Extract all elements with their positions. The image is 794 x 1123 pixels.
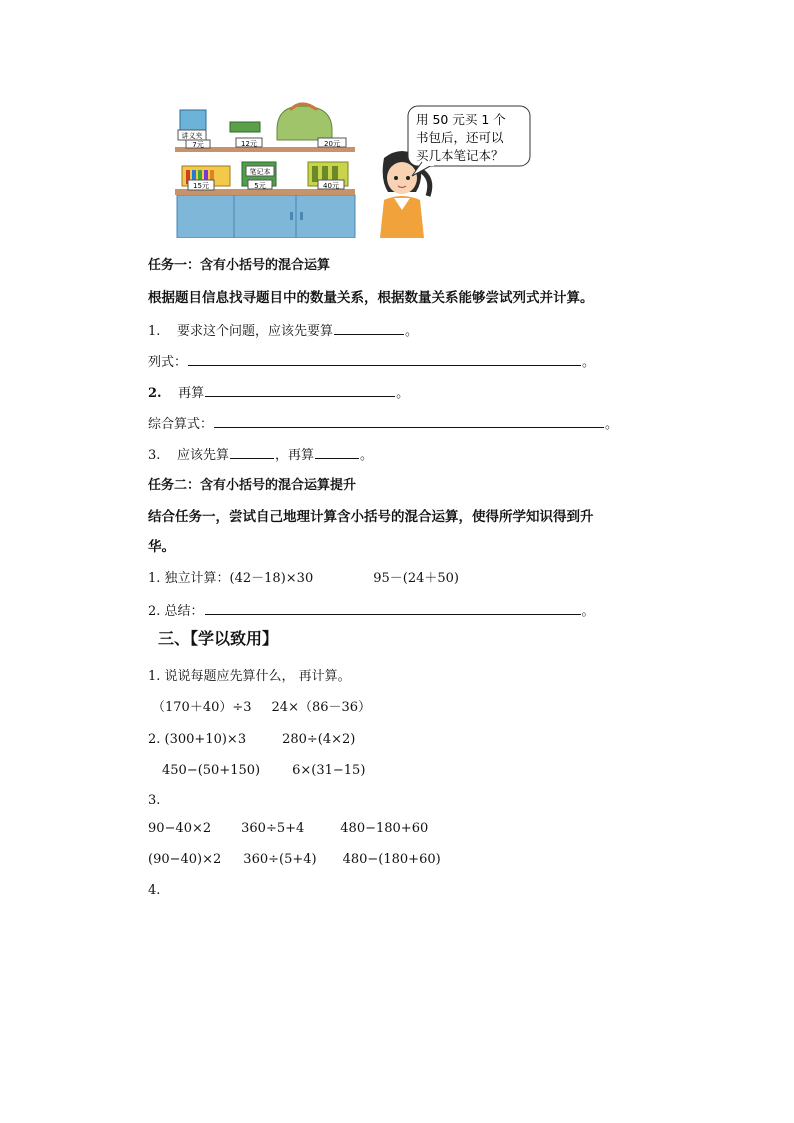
speech-line-3: 买几本笔记本？ (416, 148, 504, 163)
task2-summary (148, 601, 595, 621)
task1-q3 (148, 445, 373, 465)
task2-calc (148, 570, 459, 588)
period: 。 (605, 417, 619, 432)
tag-jiangyijia: 讲义夹 (181, 132, 203, 140)
q3-expr-1: 90−40×2 (148, 821, 212, 836)
q1-text: 要求这个问题，应该先要算 (176, 324, 333, 339)
task1-title: 任务一：含有小括号的混合运算 (148, 258, 331, 273)
q3-expr-6: 480−(180+60) (342, 852, 441, 867)
section3-title: 三、【学以致用】 (158, 629, 279, 648)
task2-title: 任务二：含有小括号的混合运算提升 (148, 478, 357, 493)
q1-number: 1. (148, 324, 161, 339)
zonghe-answer-blank[interactable] (214, 414, 604, 428)
section3-q4-number: 4. (148, 883, 161, 898)
tag-price-15: 15元 (193, 182, 209, 190)
q3-number: 3. (148, 448, 161, 463)
q2-expr-4: 6×(31−15) (292, 763, 366, 778)
section3-q1-exprs (152, 699, 371, 717)
period: 。 (581, 604, 595, 619)
tag-price-7: 7元 (192, 141, 204, 149)
q3-expr-3: 480−180+60 (340, 821, 429, 836)
q3-expr-5: 360÷(5+4) (243, 852, 317, 867)
section3-q1: 1. 说说每题应先算什么， 再计算。 (148, 669, 351, 684)
section3-q3-number: 3. (148, 793, 161, 808)
tag-price-20: 20元 (324, 140, 340, 148)
zonghe-label: 综合算式： (148, 417, 214, 432)
task1-lieshi (148, 352, 595, 372)
period: 。 (404, 324, 418, 339)
q2-answer-blank[interactable] (205, 383, 395, 397)
calc-label: 1. 独立计算： (148, 571, 230, 586)
section3-q3-row1 (148, 820, 428, 838)
task2-intro-line2: 华。 (148, 539, 175, 555)
period: 。 (396, 386, 410, 401)
speech-line-1: 用 50 元买 1 个 (416, 112, 506, 127)
section3-q3-row2 (148, 851, 441, 869)
q2-number: 2. (148, 386, 162, 401)
q2-expr-3: 450−(50+150) (162, 763, 261, 778)
section3-q2-row1 (148, 731, 355, 749)
lieshi-label: 列式： (148, 355, 188, 370)
q2-expr-2: 280÷(4×2) (282, 732, 356, 747)
task2-intro-line1: 结合任务一，尝试自己地理计算含小括号的混合运算，使得所学知识得到升 (148, 509, 594, 525)
q1-expr-2: 24×（86－36） (271, 700, 372, 715)
shelf-illustration (172, 100, 534, 238)
q3-expr-4: (90−40)×2 (148, 852, 222, 867)
task1-zonghe (148, 414, 618, 434)
q3-second-blank[interactable] (315, 445, 359, 459)
q1-answer-blank[interactable] (334, 321, 404, 335)
tag-bijiben: 笔记本 (249, 168, 271, 176)
tag-price-12: 12元 (241, 140, 257, 148)
q3-text-b: ，再算 (274, 448, 314, 463)
task1-q2 (148, 383, 409, 403)
q1-expr-1: （170＋40）÷3 (152, 700, 252, 715)
task1-intro: 根据题目信息找寻题目中的数量关系，根据数量关系能够尝试列式并计算。 (148, 290, 594, 306)
calc-expr-2: 95－(24＋50) (373, 571, 459, 586)
section3-q2-row2 (162, 762, 365, 780)
tag-price-5: 5元 (254, 182, 266, 190)
speech-line-2: 书包后，还可以 (416, 130, 504, 145)
q3-text-a: 应该先算 (176, 448, 229, 463)
task1-q1 (148, 321, 418, 341)
calc-expr-1: (42－18)×30 (229, 571, 314, 586)
summary-label: 2. 总结： (148, 604, 204, 619)
period: 。 (359, 448, 373, 463)
lieshi-answer-blank[interactable] (188, 352, 581, 366)
summary-answer-blank[interactable] (205, 601, 581, 615)
tag-price-40: 40元 (323, 182, 339, 190)
q2-text: 再算 (178, 386, 205, 401)
q2-expr-1: 2. (300+10)×3 (148, 732, 247, 747)
q3-first-blank[interactable] (230, 445, 274, 459)
period: 。 (582, 355, 596, 370)
q3-expr-2: 360÷5+4 (241, 821, 305, 836)
